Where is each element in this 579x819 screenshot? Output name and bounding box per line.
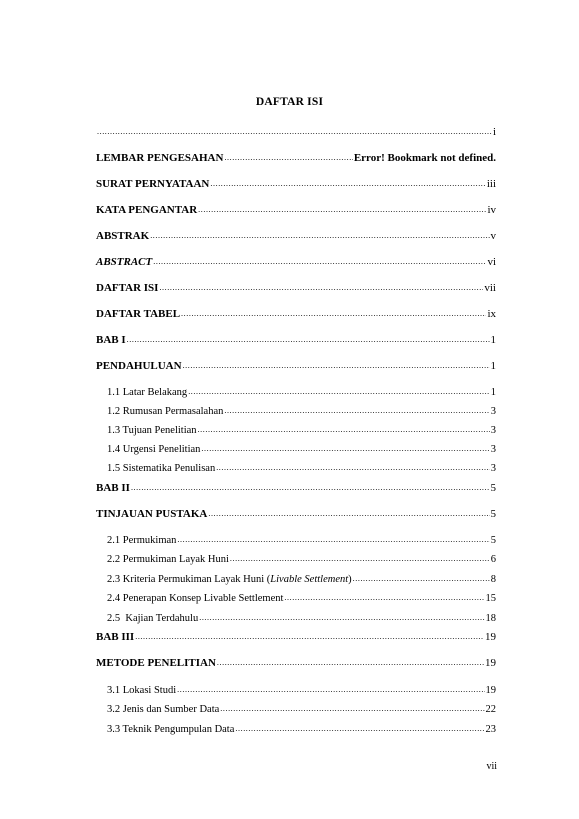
toc-page-number: 1 xyxy=(490,360,496,372)
dot-leader xyxy=(210,177,485,190)
toc-entry-surat-pernyataan[interactable] xyxy=(96,178,496,191)
toc-label: DAFTAR ISI xyxy=(96,282,159,294)
toc-entry-pendahuluan[interactable] xyxy=(96,360,496,373)
toc-page-number: ix xyxy=(487,308,496,320)
toc-label: SURAT PERNYATAAN xyxy=(96,178,210,190)
toc-page-number: 6 xyxy=(490,554,496,565)
toc-label: 1.2 Rumusan Permasalahan xyxy=(107,406,224,417)
toc-label: KATA PENGANTAR xyxy=(96,204,198,216)
toc-entry-2-5[interactable] xyxy=(107,612,496,625)
toc-entry-tinjauan-pustaka[interactable] xyxy=(96,508,496,521)
dot-leader xyxy=(224,151,352,164)
toc-page-number: 8 xyxy=(490,574,496,585)
dot-leader xyxy=(217,656,484,669)
toc-page-number: 19 xyxy=(485,657,496,669)
dot-leader xyxy=(220,702,484,715)
toc-page-number: 23 xyxy=(485,724,496,735)
dot-leader xyxy=(159,281,483,294)
toc-entry-3-2[interactable] xyxy=(107,703,496,716)
dot-leader xyxy=(216,461,490,474)
toc-entry-1-3[interactable] xyxy=(107,424,496,437)
toc-page-number: 5 xyxy=(490,508,496,520)
toc-label: BAB II xyxy=(96,482,130,494)
toc-entry-1-1[interactable] xyxy=(107,386,496,399)
toc-page-number: 3 xyxy=(490,444,496,455)
toc-label: PENDAHULUAN xyxy=(96,360,182,372)
toc-entry-1-4[interactable] xyxy=(107,443,496,456)
toc-page-number: 22 xyxy=(485,704,496,715)
toc-entry-lembar-pengesahan[interactable] xyxy=(96,152,496,165)
toc-page-number: v xyxy=(490,230,496,242)
toc-label: 2.1 Permukiman xyxy=(107,535,177,546)
toc-label: LEMBAR PENGESAHAN xyxy=(96,152,224,164)
dot-leader xyxy=(230,552,490,565)
toc-entry-abstract[interactable] xyxy=(96,256,496,269)
dot-leader xyxy=(153,255,486,268)
dot-leader xyxy=(201,442,489,455)
dot-leader xyxy=(181,307,486,320)
page-title: DAFTAR ISI xyxy=(255,96,324,108)
toc-label: ABSTRACT xyxy=(96,256,153,268)
toc-entry-1-5[interactable] xyxy=(107,462,496,475)
toc-label-italic: Livable Settlement xyxy=(270,574,349,585)
dot-leader xyxy=(177,683,484,696)
dot-leader xyxy=(97,125,492,138)
dot-leader xyxy=(353,572,490,585)
toc-page-number: 19 xyxy=(485,631,496,643)
toc-page-number: 3 xyxy=(490,406,496,417)
toc-label: BAB III xyxy=(96,631,135,643)
toc-page-number: 19 xyxy=(485,685,496,696)
toc-entry-blank[interactable] xyxy=(96,126,496,139)
dot-leader xyxy=(188,385,490,398)
dot-leader xyxy=(150,229,489,242)
toc-entry-daftar-isi[interactable] xyxy=(96,282,496,295)
toc-page-number: 15 xyxy=(485,593,496,604)
dot-leader xyxy=(183,359,490,372)
toc-entry-3-3[interactable] xyxy=(107,723,496,736)
toc-entry-abstrak[interactable] xyxy=(96,230,496,243)
toc-page-number: 3 xyxy=(490,425,496,436)
toc-entry-2-1[interactable] xyxy=(107,534,496,547)
dot-leader xyxy=(199,611,484,624)
toc-entry-2-4[interactable] xyxy=(107,592,496,605)
toc-label: 1.1 Latar Belakang xyxy=(107,387,188,398)
toc-label: 3.3 Teknik Pengumpulan Data xyxy=(107,724,235,735)
footer-page-number: vii xyxy=(486,761,497,772)
toc-label: 2.5 Kajian Terdahulu xyxy=(107,613,199,624)
toc-entry-bab-2[interactable] xyxy=(96,482,496,495)
dot-leader xyxy=(224,404,489,417)
toc-label: 1.4 Urgensi Penelitian xyxy=(107,444,201,455)
toc-page-number: 1 xyxy=(490,387,496,398)
toc-entry-bab-1[interactable] xyxy=(96,334,496,347)
toc-page-number: 5 xyxy=(490,535,496,546)
dot-leader xyxy=(198,203,486,216)
toc-label xyxy=(107,573,352,586)
toc-label: ABSTRAK xyxy=(96,230,150,242)
dot-leader xyxy=(127,333,490,346)
toc-page-number: vi xyxy=(487,256,496,268)
toc-entry-metode-penelitian[interactable] xyxy=(96,657,496,670)
toc-label: 3.2 Jenis dan Sumber Data xyxy=(107,704,220,715)
dot-leader xyxy=(235,722,484,735)
toc-page-number: i xyxy=(492,126,496,138)
toc-entry-2-3[interactable] xyxy=(107,573,496,586)
dot-leader xyxy=(177,533,489,546)
toc-page-number: vii xyxy=(484,282,496,294)
toc-label-text: ) xyxy=(348,574,352,585)
dot-leader xyxy=(131,481,490,494)
toc-entry-1-2[interactable] xyxy=(107,405,496,418)
toc-label: DAFTAR TABEL xyxy=(96,308,181,320)
dot-leader xyxy=(198,423,490,436)
toc-label-text: 2.3 Kriteria Permukiman Layak Huni ( xyxy=(107,574,271,585)
toc-label: METODE PENELITIAN xyxy=(96,657,216,669)
dot-leader xyxy=(135,630,484,643)
toc-label: TINJAUAN PUSTAKA xyxy=(96,508,208,520)
toc-label: 1.5 Sistematika Penulisan xyxy=(107,463,216,474)
toc-page-number: 3 xyxy=(490,463,496,474)
toc-entry-kata-pengantar[interactable] xyxy=(96,204,496,217)
dot-leader xyxy=(284,591,484,604)
toc-entry-daftar-tabel[interactable] xyxy=(96,308,496,321)
toc-label: 2.2 Permukiman Layak Huni xyxy=(107,554,229,565)
toc-error-text: Error! Bookmark not defined. xyxy=(353,152,496,164)
toc-page-number: 1 xyxy=(490,334,496,346)
toc-entry-3-1[interactable] xyxy=(107,684,496,697)
toc-entry-bab-3[interactable] xyxy=(96,631,496,644)
toc-label: 1.3 Tujuan Penelitian xyxy=(107,425,197,436)
toc-label: 3.1 Lokasi Studi xyxy=(107,685,177,696)
dot-leader xyxy=(208,507,489,520)
toc-entry-2-2[interactable] xyxy=(107,553,496,566)
toc-page-number: 18 xyxy=(485,613,496,624)
toc-label: 2.4 Penerapan Konsep Livable Settlement xyxy=(107,593,284,604)
toc-page-number: iii xyxy=(486,178,496,190)
toc-label: BAB I xyxy=(96,334,126,346)
toc-page-number: 5 xyxy=(490,482,496,494)
toc-page-number: iv xyxy=(487,204,496,216)
